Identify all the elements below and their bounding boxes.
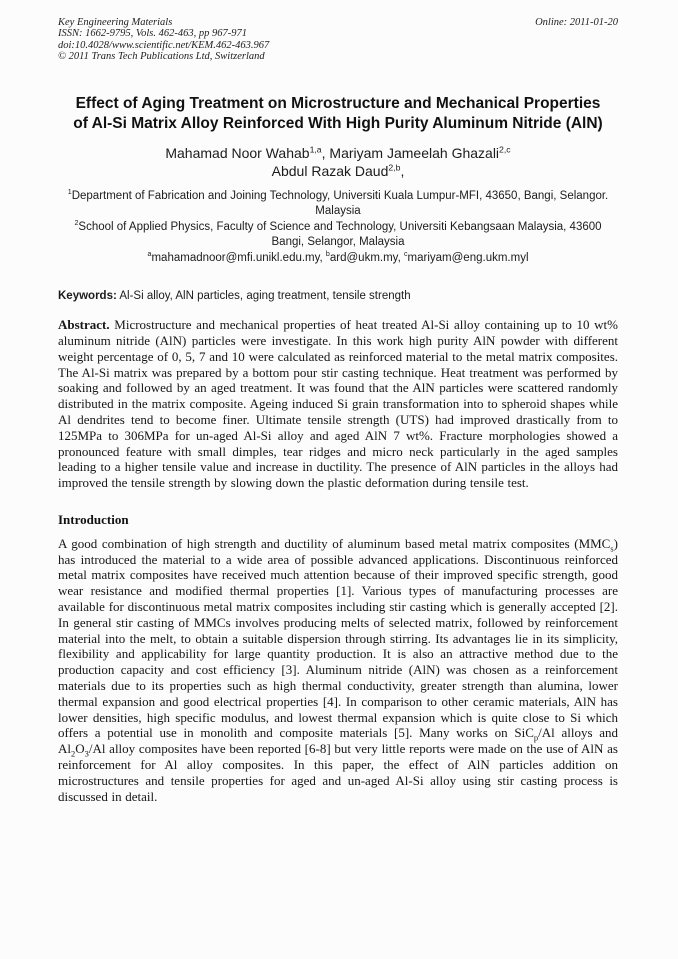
abstract-paragraph xyxy=(58,317,618,491)
affiliation-2-marker: 2 xyxy=(74,218,79,227)
keywords-label: Keywords: xyxy=(58,290,117,303)
author-name-2: Mariyam Jameelah Ghazali xyxy=(329,144,500,161)
email-separator: , xyxy=(319,251,326,264)
keywords-line xyxy=(58,289,618,304)
author-line-trailing-comma: , xyxy=(400,162,405,179)
paper-title-line-2: of Al-Si Matrix Alloy Reinforced With High Purity Aluminum Nitride (AlN) xyxy=(73,114,603,132)
subscript: 2 xyxy=(71,748,76,759)
email-separator: , xyxy=(397,251,404,264)
abstract-label: Abstract. xyxy=(58,317,110,333)
journal-name: Key Engineering Materials xyxy=(58,17,173,28)
paper-title-line-1: Effect of Aging Treatment on Microstructure and Mechanical Properties xyxy=(75,94,601,112)
online-date: Online: 2011-01-20 xyxy=(535,17,618,28)
issn-line: ISSN: 1662-9795, Vols. 462-463, pp 967-971 xyxy=(58,28,247,40)
author-emails-line xyxy=(58,251,618,267)
author-2-affiliation-marker: 2,c xyxy=(499,143,511,154)
subscript: p xyxy=(533,733,539,744)
affiliation-1-text: Department of Fabrication and Joining Technology, Universiti Kuala Lumpur-MFI, 43650, Bangi, Selangor. Malaysia xyxy=(71,189,609,218)
email-address-b: ard@ukm.my xyxy=(329,251,398,264)
introduction-text-segment: /Al alloys and Al xyxy=(58,725,618,757)
email-a-marker: a xyxy=(147,249,152,258)
author-name-1: Mahamad Noor Wahab xyxy=(165,144,310,161)
section-heading-introduction: Introduction xyxy=(58,511,129,527)
doi-line: doi:10.4028/www.scientific.net/KEM.462-463.967 xyxy=(58,39,270,51)
affiliations-block xyxy=(58,189,618,267)
introduction-text-segment: A good combination of high strength and ductility of aluminum based metal matrix composites (MMC xyxy=(58,535,611,551)
author-3-affiliation-marker: 2,b xyxy=(388,161,401,172)
author-1-affiliation-marker: 1,a xyxy=(309,143,322,154)
email-c-marker: c xyxy=(403,249,408,258)
affiliation-2 xyxy=(58,220,618,251)
journal-header xyxy=(58,17,618,63)
subscript: s xyxy=(610,543,614,554)
introduction-text-segment: /Al alloy composites have been reported [6-8] but very little reports were made on the use of AlN as reinforcement for Al alloy composites. In this paper, the effect of AlN particles addition on microstructures and tensile properties for aged and un-aged Al-Si alloy using stir casting process is discussed in detail. xyxy=(58,741,618,804)
affiliation-2-text: School of Applied Physics, Faculty of Science and Technology, Universiti Kebangsaan Malaysia, 43600 Bangi, Selangor, Malaysia xyxy=(78,220,602,249)
author-block xyxy=(58,144,618,180)
journal-info-block xyxy=(58,17,269,63)
paper-title xyxy=(58,94,618,134)
introduction-text-segment: ) has introduced the material to a wide area of possible advanced applications. Discontinuous reinforced metal matrix composites have received much attention because of their improved specific strength, good wear resistance and modified thermal properties [1]. Various types of manufacturing processes are available for discontinuous metal matrix composites including stir casting which is generally accepted [2]. In general stir casting of MMCs involves producing melts of selected matrix, followed by reinforcement material into the melt, to obtain a suitable dispersion through stirring. Its advantages lie in its simplicity, flexibility and applicability for large quantity production. It is also an attractive method due to the production capacity and cost efficiency [3]. Aluminum nitride (AlN) was chosen as a reinforcement materials due to its properties such as high thermal conductivity, greater strength than alumina, lower thermal expansion and good electrical properties [4]. In comparison to other ceramic materials, AlN has lower densities, high specific modulus, and lowest thermal expansion which is quite close to Si which offers a potential use in monolith and composite materials [5]. Many works on SiC xyxy=(58,535,618,741)
author-line-2 xyxy=(58,162,618,180)
affiliation-1-marker: 1 xyxy=(67,187,72,196)
introduction-paragraph xyxy=(58,536,618,805)
keywords-text: Al-Si alloy, AlN particles, aging treatment, tensile strength xyxy=(116,290,411,303)
author-line-1 xyxy=(58,144,618,162)
email-address-c: mariyam@eng.ukm.myl xyxy=(407,251,529,264)
author-separator: , xyxy=(321,144,330,161)
subscript: 3 xyxy=(84,748,89,759)
affiliation-1 xyxy=(58,189,618,220)
introduction-text-segment: O xyxy=(75,741,85,757)
abstract-text: Microstructure and mechanical properties of heat treated Al-Si alloy containing up to 10 wt% aluminum nitride (AlN) particles were investigate. In this work high purity AlN powder with different weight percentage of 0, 5, 7 and 10 were calculated as reinforced material to the metal matrix composites. The Al-Si matrix was prepared by a bottom pour stir casting technique. Heat treatment was performed by soaking and followed by an aged treatment. It was found that the AlN particles were scattered randomly distributed in the matrix composite. Ageing induced Si grain transformation into to spheroid shapes while Al dendrites tend to become finer. Ultimate tensile strength (UTS) had improved drastically from to 125MPa to 306MPa for un-aged Al-Si alloy and aged AlN 7 wt%. Fracture morphologies showed a pronounced feature with small dimples, tear ridges and micro neck particularly in the aged samples leading to a higher tensile value and increase in ductility. The presence of AlN particles in the alloys had improved the tensile strength by slowing down the plastic deformation during tensile test. xyxy=(58,317,618,491)
email-b-marker: b xyxy=(325,249,330,258)
copyright-line: © 2011 Trans Tech Publications Ltd, Switzerland xyxy=(58,51,265,63)
author-name-3: Abdul Razak Daud xyxy=(271,162,389,179)
email-address-a: mahamadnoor@mfi.unikl.edu.my xyxy=(151,251,320,264)
